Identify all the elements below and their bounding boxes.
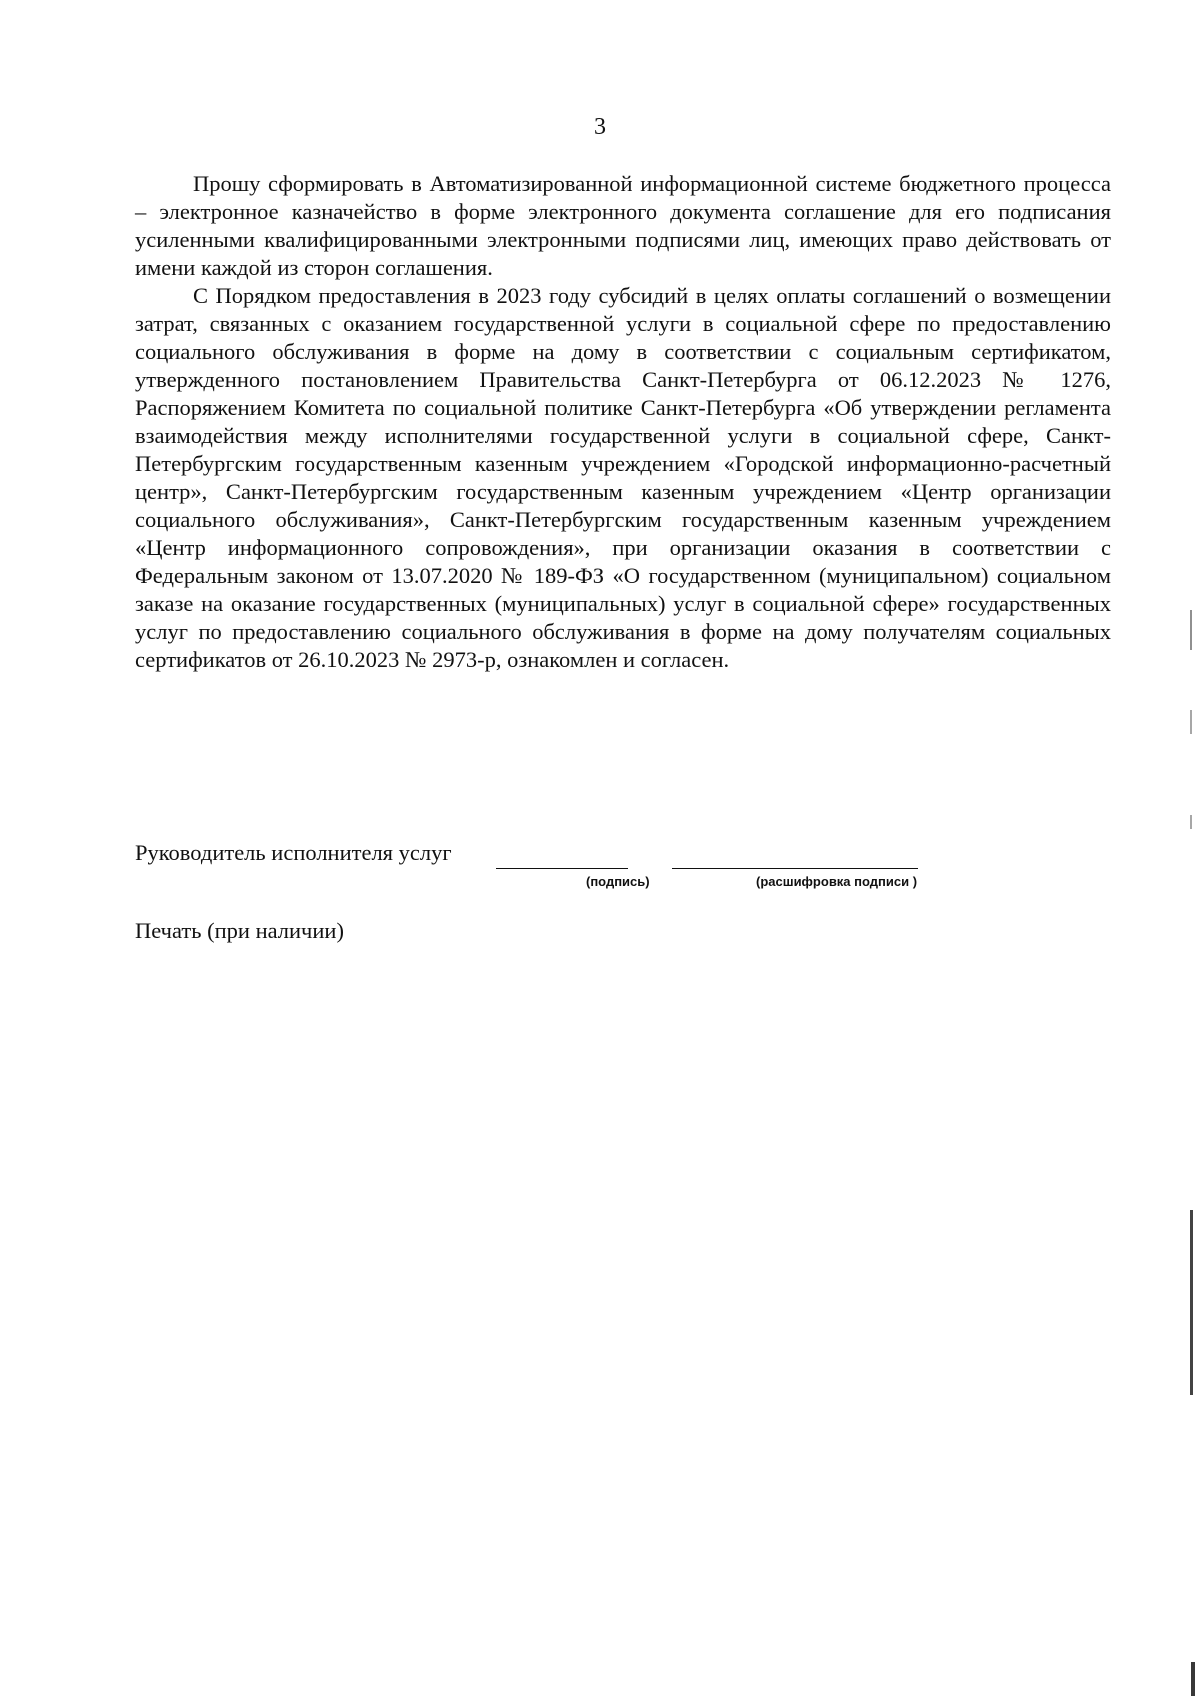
scan-edge-mark [1190, 815, 1192, 829]
scan-edge-mark [1190, 610, 1192, 650]
scan-edge-mark [1191, 1662, 1195, 1696]
signature-line [496, 868, 628, 869]
paragraph-request: Прошу сформировать в Автоматизированной информационной системе бюджетного процесса – электронное казначейство в форме электронного документа соглашение для его подписания усиленными квалифицированными электронными подписями лиц, имеющих право действовать от имени каждой из сторон соглашения. [135, 171, 1111, 280]
signature-caption: (подпись) [586, 874, 650, 889]
signature-label: Руководитель исполнителя услуг [135, 840, 452, 865]
signature-decoding-line [672, 868, 918, 869]
document-body [135, 170, 1111, 674]
scan-edge-mark [1190, 1210, 1193, 1395]
paragraph-acknowledgement: С Порядком предоставления в 2023 году субсидий в целях оплаты соглашений о возмещении затрат, связанных с оказанием государственной услуги в социальной сфере по предоставлению социального обслуживания в форме на дому в соответствии с социальным сертификатом, утвержденного постановлением Правительства Санкт-Петербурга от 06.12.2023 № 1276, Распоряжением Комитета по социальной политике Санкт-Петербурга «Об утверждении регламента взаимодействия между исполнителями государственной услуги в социальной сфере, Санкт-Петербургским государственным казенным учреждением «Городской информационно-расчетный центр», Санкт-Петербургским государственным казенным учреждением «Центр организации социального обслуживания», Санкт-Петербургским государственным казенным учреждением «Центр информационного сопровождения», при организации оказания в соответствии с Федеральным законом от 13.07.2020 № 189-ФЗ «О государственном (муниципальном) социальном заказе на оказание государственных (муниципальных) услуг в социальной сфере» государственных услуг по предоставлению социального обслуживания в форме на дому получателям социальных сертификатов от 26.10.2023 № 2973-р, ознакомлен и согласен. [135, 283, 1111, 672]
scan-edge-mark [1190, 710, 1192, 734]
page-number: 3 [594, 114, 606, 140]
signature-decoding-caption: (расшифровка подписи ) [756, 874, 918, 889]
stamp-note: Печать (при наличии) [135, 918, 344, 943]
